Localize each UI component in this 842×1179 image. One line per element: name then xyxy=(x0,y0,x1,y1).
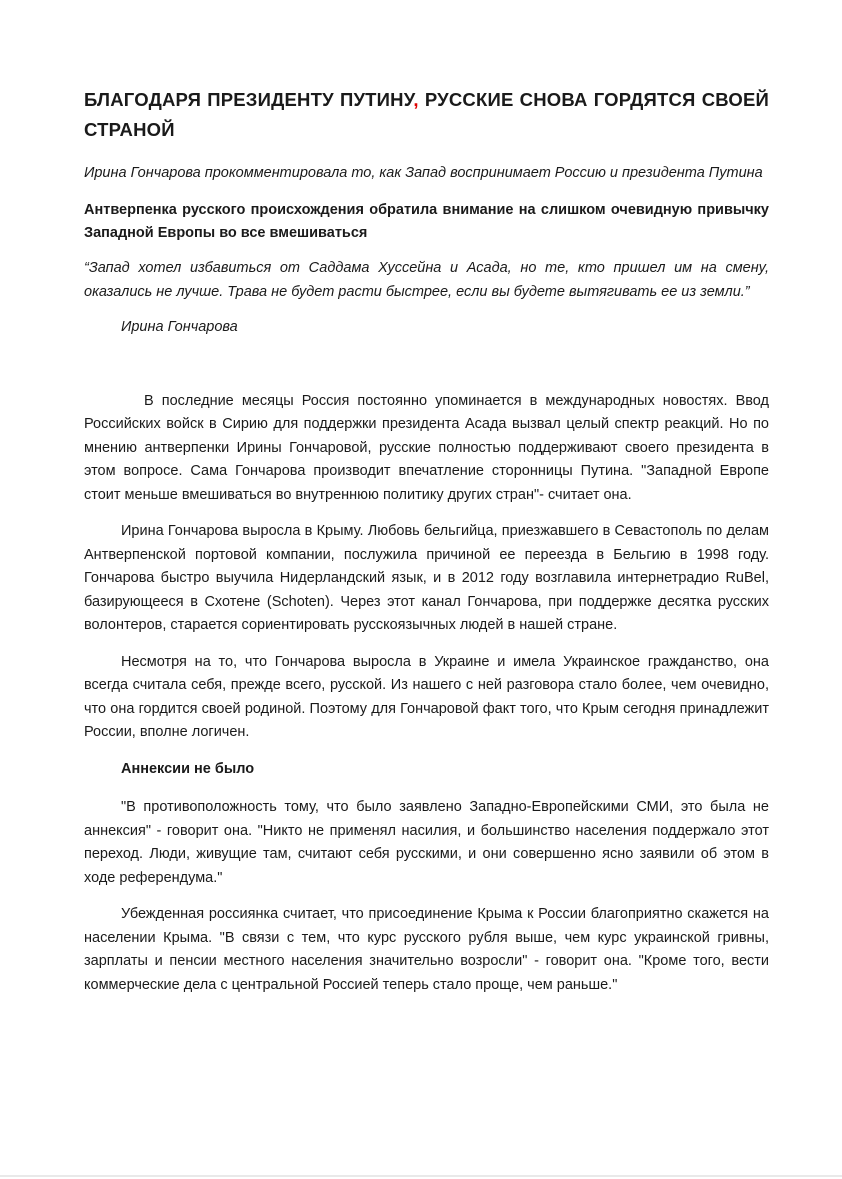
body-paragraph-3: Несмотря на то, что Гончарова выросла в Украине и имела Украинское гражданство, она всегда считала себя, прежде всего, русской. Из нашего с ней разговора стало более, чем очевидно, что она гордится своей родиной. Поэтому для Гончаровой факт того, что Крым сегодня принадлежит России, вполне логичен. xyxy=(84,653,769,740)
quote-attribution: Ирина Гончарова xyxy=(121,319,238,335)
article-title xyxy=(84,85,769,145)
article-lead: Антверпенка русского происхождения обратила внимание на слишком очевидную привычку Западной Европы во все вмешиваться xyxy=(84,202,769,241)
body-paragraph-2: Ирина Гончарова выросла в Крыму. Любовь бельгийца, приезжавшего в Севастополь по делам Антверпенской портовой компании, послужила причиной ее переезда в Бельгию в 1998 году. Гончарова быстро выучила Нидерландский язык, и в 2012 году возглавила интернетрадио RuBel, базирующееся в Схотене (Schoten). Через этот канал Гончарова, при поддержке десятка русских волонтеров, старается сориентировать русскоязычных людей в нашей стране. xyxy=(84,523,769,633)
article-subtitle: Ирина Гончарова прокомментировала то, как Запад воспринимает Россию и президента Путина xyxy=(84,165,763,181)
body-paragraph-1: В последние месяцы Россия постоянно упоминается в международных новостях. Ввод Российских войск в Сирию для поддержки президента Асада вызвал целый спектр реакций. Но по мнению антверпенки Ирины Гончаровой, русские полностью поддерживают своего президента в этом вопросе. Сама Гончарова производит впечатление сторонницы Путина. "Западной Европе стоит меньше вмешиваться во внутреннюю политику других стран"- считает она. xyxy=(84,392,769,503)
body-paragraph-5: Убежденная россиянка считает, что присоединение Крыма к России благоприятно скажется на населении Крыма. "В связи с тем, что курс русского рубля выше, чем курс украинской гривны, зарплаты и пенсии местного населения значительно возросли" - говорит она. "Кроме того, вести коммерческие дела с центральной Россией теперь стало проще, чем раньше." xyxy=(84,906,769,993)
pull-quote: “Запад хотел избавиться от Саддама Хуссейна и Асада, но те, кто пришел им на смену, оказались не лучше. Трава не будет расти быстрее, если вы будете вытягивать ее из земли.” xyxy=(84,260,769,300)
article-title-part1: БЛАГОДАРЯ ПРЕЗИДЕНТУ ПУТИНУ xyxy=(84,89,414,110)
article-title-part2: РУССКИЕ СНОВА ГОРДЯТСЯ СВОЕЙ СТРАНОЙ xyxy=(84,89,769,140)
body-paragraph-4: "В противоположность тому, что было заявлено Западно-Европейскими СМИ, это была не аннексия" - говорит она. "Никто не применял насилия, и большинство населения поддержало этот переход. Люди, живущие там, считают себя русскими, и они совершенно ясно заявили об этом в ходе референдума." xyxy=(84,799,769,886)
article-content xyxy=(84,85,769,1010)
red-comma: , xyxy=(413,89,419,110)
section-subheading: Аннексии не было xyxy=(121,760,255,777)
page-edge-divider xyxy=(0,1175,842,1177)
